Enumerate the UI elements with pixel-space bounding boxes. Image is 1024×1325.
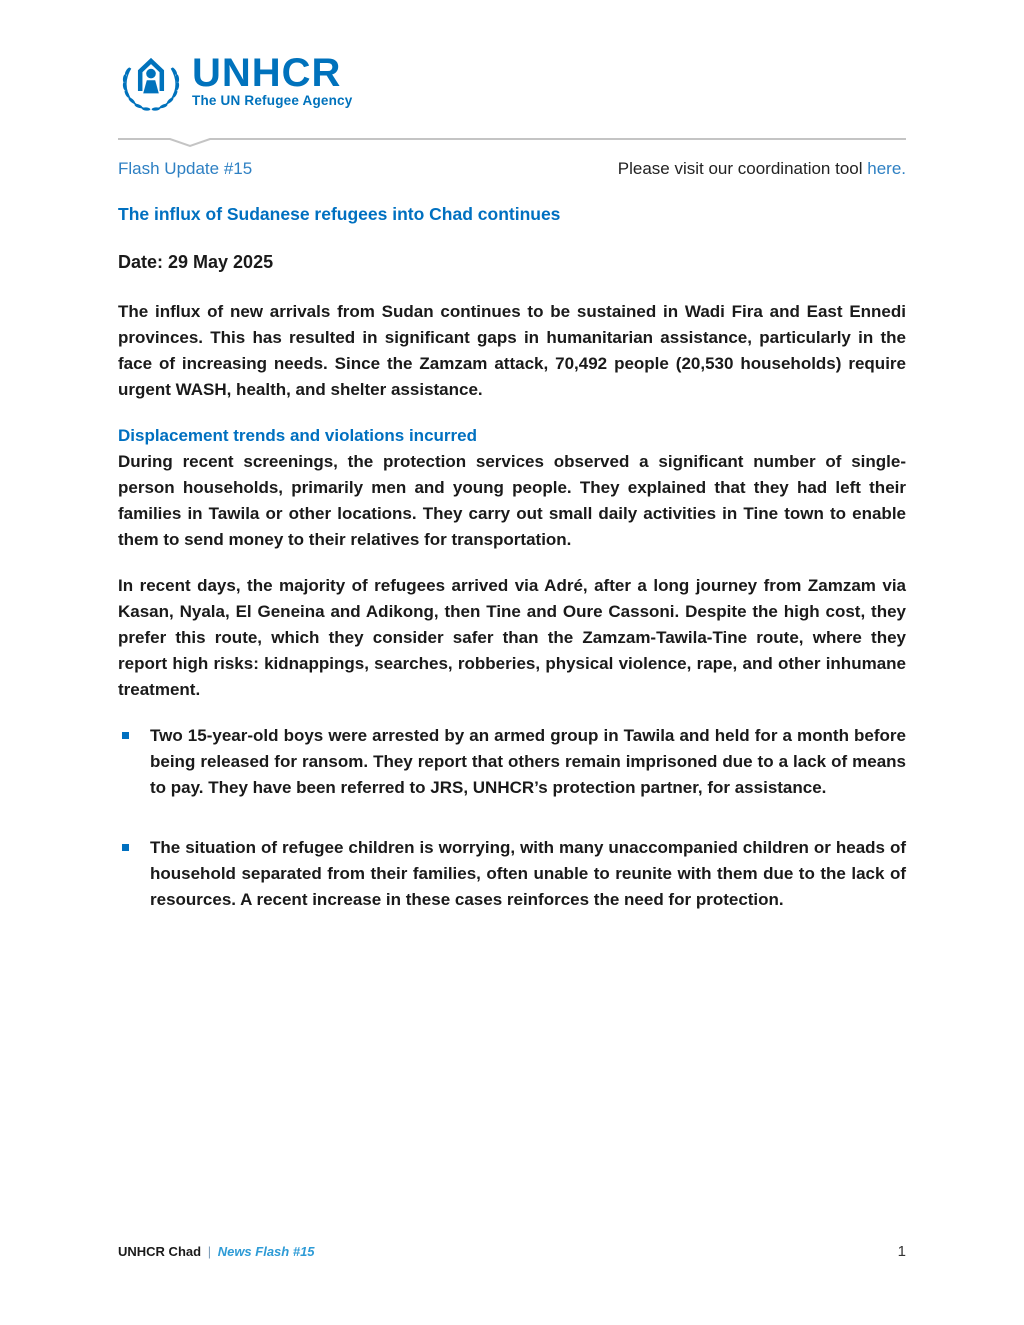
intro-paragraph: The influx of new arrivals from Sudan continues to be sustained in Wadi Fira and East Ennedi provinces. This has resulted in significant gaps in humanitarian assistance, particularly in the face of increasing needs. Since the Zamzam attack, 70,492 people (20,530 households) require urgent WASH, health, and shelter assistance.: [118, 302, 906, 399]
route-paragraph: In recent days, the majority of refugees arrived via Adré, after a long journey from Zamzam via Kasan, Nyala, El Geneina and Adikong, then Tine and Oure Cassoni. Despite the high cost, they prefer this route, which they consider safer than the Zamzam-Tawila-Tine route, where they report high risks: kidnappings, searches, robberies, physical violence, rape, and other inhumane treatment.: [118, 576, 906, 699]
bullet-list: [118, 723, 906, 913]
coordination-tool-link[interactable]: here.: [867, 159, 906, 178]
coordination-tool-note: [618, 159, 906, 179]
footer-left: [118, 1244, 315, 1259]
footer-separator: |: [207, 1244, 212, 1259]
unhcr-logo-tagline: The UN Refugee Agency: [192, 93, 353, 108]
unhcr-logo-name: UNHCR: [192, 51, 342, 95]
document-title: The influx of Sudanese refugees into Chad continues: [118, 204, 561, 224]
unhcr-logo-text: [192, 51, 353, 108]
bullet-square-icon: [122, 732, 129, 739]
unhcr-emblem-icon: [118, 50, 184, 114]
unhcr-logo: [118, 50, 352, 114]
bullet-item-text: Two 15-year-old boys were arrested by an armed group in Tawila and held for a month before being released for ransom. They report that others remain imprisoned due to a lack of means to pay. They have been referred to JRS, UNHCR’s protection partner, for assistance.: [150, 726, 906, 797]
footer-org: UNHCR Chad: [118, 1244, 202, 1259]
header-divider: [118, 132, 906, 148]
section-heading-displacement: Displacement trends and violations incurred: [118, 426, 477, 445]
bullet-item-refugee-children: [118, 835, 906, 913]
document-body: [118, 249, 906, 947]
page-number: 1: [897, 1243, 906, 1260]
coordination-tool-text: Please visit our coordination tool: [617, 159, 868, 178]
bullet-square-icon: [122, 844, 129, 851]
footer-doc-name: News Flash #15: [217, 1244, 315, 1259]
bullet-item-text: The situation of refugee children is worrying, with many unaccompanied children or heads of household separated from their families, often unable to reunite with them due to the lack of resources. A recent increase in these cases reinforces the need for protection.: [150, 838, 906, 909]
date-line: Date: 29 May 2025: [118, 252, 274, 272]
flash-update-label: Flash Update #15: [118, 159, 253, 178]
section-paragraph: During recent screenings, the protection services observed a significant number of single-person households, primarily men and young people. They explained that they had left their families in Tawila or other locations. They carry out small daily activities in Tine town to enable them to send money to their relatives for transportation.: [118, 452, 906, 549]
bullet-item-boys-arrested: [118, 723, 906, 801]
header-row: [118, 159, 906, 179]
page-footer: [118, 1243, 906, 1260]
